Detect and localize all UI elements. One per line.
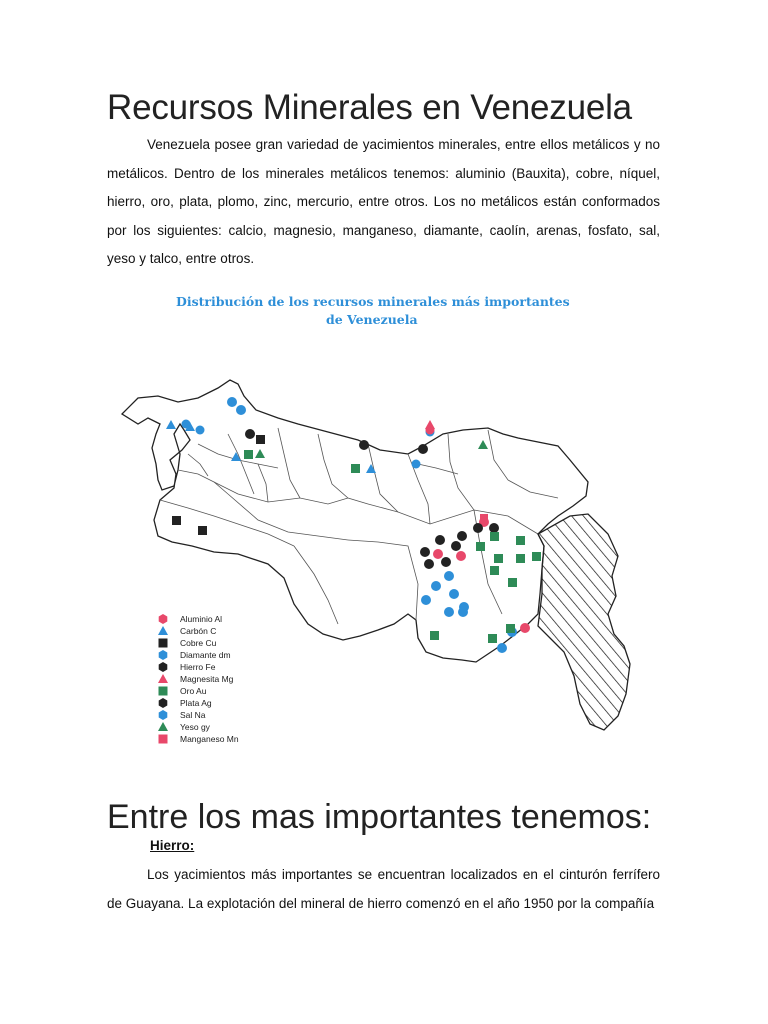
- carbon-marker: [231, 452, 241, 461]
- manganeso-marker: [480, 514, 488, 522]
- cobre-marker: [256, 435, 265, 444]
- sal-marker: [227, 397, 237, 407]
- legend-aluminio-icon: [159, 614, 168, 624]
- sal-marker: [236, 405, 246, 415]
- map-title-line1: Distribución de los recursos minerales más importantes: [176, 294, 570, 309]
- hierro-marker: [451, 541, 461, 551]
- yeso-marker: [255, 449, 265, 458]
- diamante-marker: [459, 602, 469, 612]
- legend-cobre-icon: [159, 639, 168, 648]
- legend-carbon-icon: [158, 626, 168, 635]
- map-title-line2: de Venezuela: [326, 312, 418, 327]
- legend-yeso-icon: [158, 722, 168, 731]
- oro-marker: [490, 566, 499, 575]
- oro-marker: [351, 464, 360, 473]
- legend-label: Cobre Cu: [180, 638, 217, 648]
- disputed-zone: [538, 514, 630, 730]
- oro-marker: [532, 552, 541, 561]
- diamante-marker: [449, 589, 459, 599]
- sal-marker: [412, 460, 421, 469]
- legend-diamante-icon: [159, 650, 168, 660]
- legend-sal-icon: [159, 710, 168, 720]
- legend-label: Yeso gy: [180, 722, 210, 732]
- legend-label: Plata Ag: [180, 698, 212, 708]
- legend-label: Carbón C: [180, 626, 217, 636]
- hierro-marker: [473, 523, 483, 533]
- oro-marker: [490, 532, 499, 541]
- intro-paragraph: Venezuela posee gran variedad de yacimientos minerales, entre ellos metálicos y no metálicos. Dentro de los minerales metálicos tenemos: aluminio (Bauxita), cobre, níquel, hierro, oro, plata, plomo, zinc, mercurio, entre otros. Los no metálicos están conformados por los siguientes: calcio, magnesio, manganeso, diamante, caolín, arenas, fosfato, sal, yeso y talco, entre otros.: [107, 137, 660, 267]
- oro-marker: [244, 450, 253, 459]
- oro-marker: [508, 578, 517, 587]
- oro-marker: [488, 634, 497, 643]
- legend-manganeso-icon: [159, 735, 168, 744]
- hierro-marker: [359, 440, 369, 450]
- minerals-map-figure: [118, 284, 650, 784]
- diamante-marker: [431, 581, 441, 591]
- cobre-marker: [172, 516, 181, 525]
- legend-hierro-icon: [159, 662, 168, 672]
- hierro-marker: [245, 429, 255, 439]
- mineral-markers: [166, 397, 541, 653]
- document-title: Recursos Minerales en Venezuela: [107, 88, 632, 127]
- aluminio-marker: [426, 426, 435, 435]
- map-legend: [158, 614, 239, 744]
- hierro-marker: [418, 444, 428, 454]
- legend-label: Sal Na: [180, 710, 206, 720]
- aluminio-marker: [520, 623, 530, 633]
- diamante-marker: [421, 595, 431, 605]
- cobre-marker: [198, 526, 207, 535]
- aluminio-marker: [456, 551, 466, 561]
- hierro-marker: [424, 559, 434, 569]
- diamante-marker: [497, 643, 507, 653]
- oro-marker: [516, 536, 525, 545]
- venezuela-map: [118, 284, 650, 784]
- oro-marker: [476, 542, 485, 551]
- carbon-marker: [366, 464, 376, 473]
- oro-marker: [430, 631, 439, 640]
- legend-label: Aluminio Al: [180, 614, 223, 624]
- sal-marker: [196, 426, 205, 435]
- oro-marker: [506, 624, 515, 633]
- legend-label: Oro Au: [180, 686, 207, 696]
- legend-oro-icon: [159, 687, 168, 696]
- section-heading: Entre los mas importantes tenemos:: [107, 798, 652, 836]
- hierro-marker: [441, 557, 451, 567]
- sal-marker: [182, 420, 191, 429]
- aluminio-marker: [433, 549, 443, 559]
- hierro-marker: [420, 547, 430, 557]
- oro-marker: [494, 554, 503, 563]
- legend-plata-icon: [159, 698, 168, 708]
- legend-label: Diamante dm: [180, 650, 231, 660]
- yeso-marker: [478, 440, 488, 449]
- hierro-label: Hierro:: [150, 838, 195, 853]
- oro-marker: [516, 554, 525, 563]
- hierro-marker: [457, 531, 467, 541]
- carbon-marker: [166, 420, 176, 429]
- diamante-marker: [444, 607, 454, 617]
- hierro-marker: [489, 523, 499, 533]
- legend-label: Hierro Fe: [180, 662, 216, 672]
- legend-label: Manganeso Mn: [180, 734, 239, 744]
- hierro-paragraph: Los yacimientos más importantes se encuentran localizados en el cinturón ferrífero de Guayana. La explotación del mineral de hierro comenzó en el año 1950 por la compañía: [107, 867, 660, 911]
- hierro-marker: [435, 535, 445, 545]
- legend-magnesita-icon: [158, 674, 168, 683]
- diamante-marker: [444, 571, 454, 581]
- legend-label: Magnesita Mg: [180, 674, 234, 684]
